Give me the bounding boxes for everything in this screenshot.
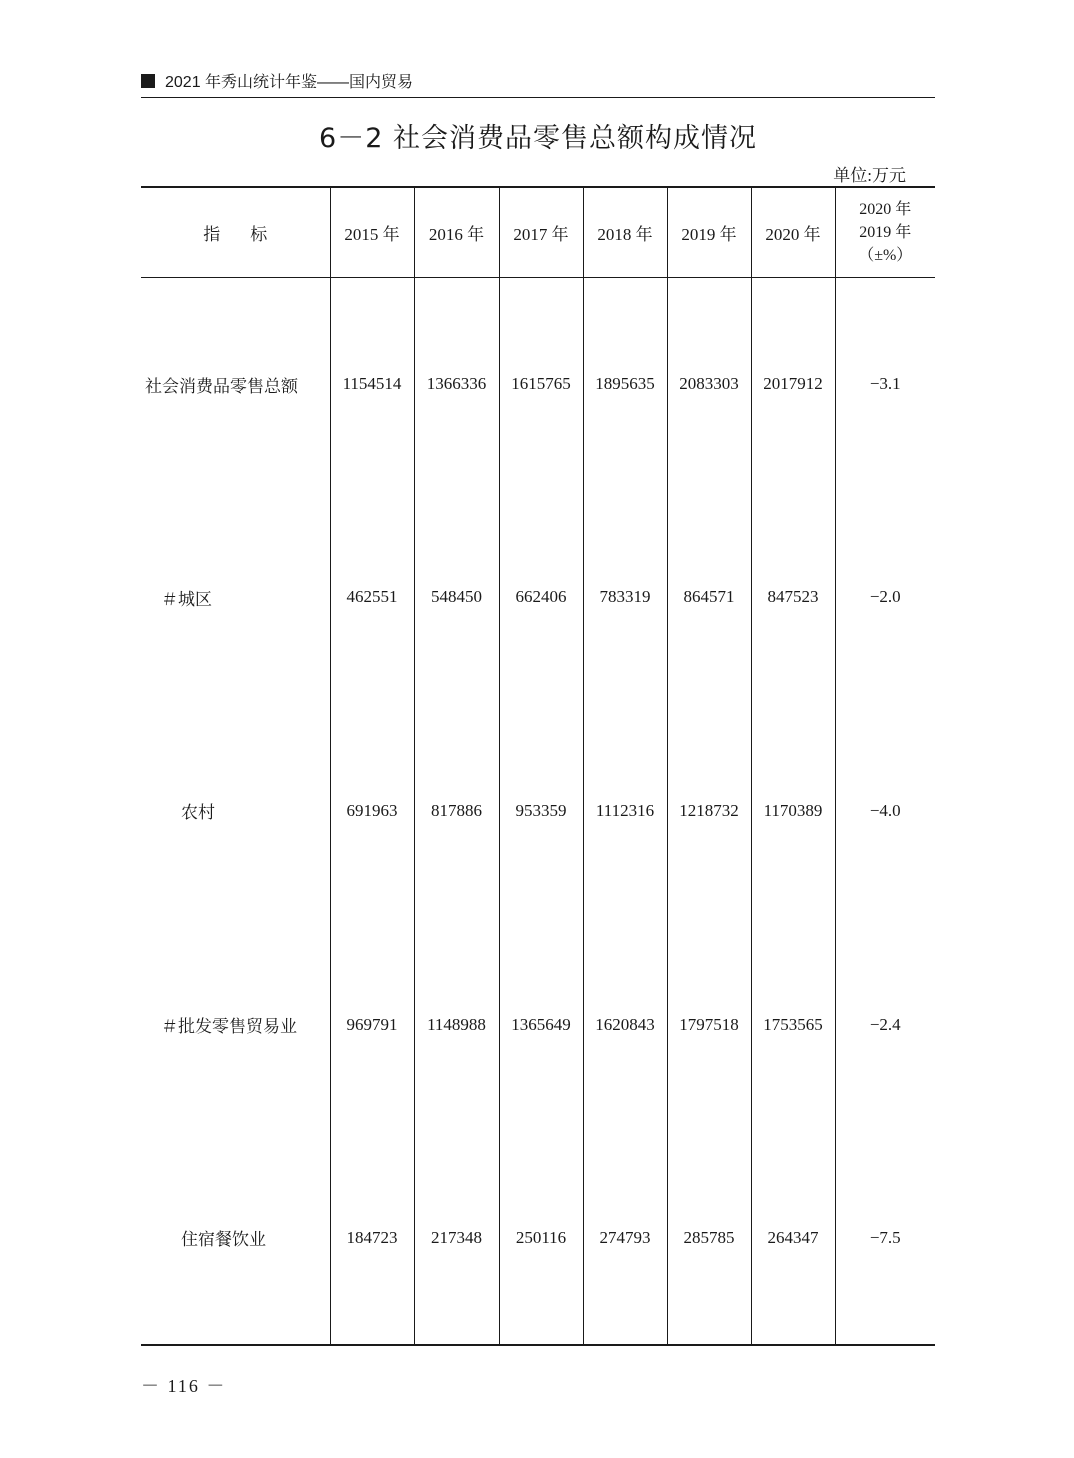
cell-value: 969791 (330, 918, 414, 1132)
cell-value: 1797518 (667, 918, 751, 1132)
cell-value: 1112316 (583, 704, 667, 918)
cell-value: 1170389 (751, 704, 835, 918)
cell-change: −3.1 (835, 277, 935, 491)
table-row (141, 704, 935, 918)
cell-value: 2017912 (751, 277, 835, 491)
cell-value: 250116 (499, 1131, 583, 1345)
row-label: 社会消费品零售总额 (145, 376, 298, 396)
cell-value: 1620843 (583, 918, 667, 1132)
cell-value: 274793 (583, 1131, 667, 1345)
header-change-line1: 2020 年 (859, 200, 912, 218)
cell-change: −7.5 (835, 1131, 935, 1345)
header-change (835, 187, 935, 277)
cell-value: 864571 (667, 491, 751, 705)
cell-change: −2.4 (835, 918, 935, 1132)
cell-value: 548450 (414, 491, 499, 705)
cell-value: 1753565 (751, 918, 835, 1132)
cell-value: 847523 (751, 491, 835, 705)
cell-value: 462551 (330, 491, 414, 705)
header-year: 2015 年 (330, 187, 414, 277)
cell-value: 264347 (751, 1131, 835, 1345)
cell-value: 953359 (499, 704, 583, 918)
black-square-icon (141, 74, 155, 88)
running-head-text: 2021 年秀山统计年鉴——国内贸易 (165, 74, 414, 91)
header-change-line3: （±%） (858, 246, 913, 264)
cell-value: 1895635 (583, 277, 667, 491)
header-rule (141, 97, 935, 98)
cell-value: 1365649 (499, 918, 583, 1132)
header-year: 2017 年 (499, 187, 583, 277)
table-title: 6－2 社会消费品零售总额构成情况 (319, 123, 757, 154)
running-head (141, 70, 935, 96)
header-year: 2016 年 (414, 187, 499, 277)
cell-value: 1154514 (330, 277, 414, 491)
cell-value: 691963 (330, 704, 414, 918)
row-label: 住宿餐饮业 (141, 1131, 330, 1345)
header-year: 2020 年 (751, 187, 835, 277)
cell-value: 817886 (414, 704, 499, 918)
cell-change: −4.0 (835, 704, 935, 918)
cell-change: −2.0 (835, 491, 935, 705)
table-row (141, 1131, 935, 1345)
cell-value: 184723 (330, 1131, 414, 1345)
cell-value: 285785 (667, 1131, 751, 1345)
table-row (141, 491, 935, 705)
cell-value: 1366336 (414, 277, 499, 491)
cell-value: 1218732 (667, 704, 751, 918)
header-indicator: 指标 (141, 187, 330, 277)
header-year: 2019 年 (667, 187, 751, 277)
cell-value: 217348 (414, 1131, 499, 1345)
cell-value: 2083303 (667, 277, 751, 491)
table-row (141, 277, 935, 491)
header-year: 2018 年 (583, 187, 667, 277)
unit-label: 单位:万元 (833, 166, 906, 185)
cell-value: 662406 (499, 491, 583, 705)
row-label: 农村 (181, 803, 215, 823)
cell-value: 783319 (583, 491, 667, 705)
data-table (141, 186, 935, 1346)
header-row (141, 187, 935, 277)
row-label: ＃批发零售贸易业 (161, 1017, 297, 1037)
table-row (141, 918, 935, 1132)
row-label: ＃城区 (161, 589, 212, 609)
cell-value: 1148988 (414, 918, 499, 1132)
cell-value: 1615765 (499, 277, 583, 491)
header-change-line2: 2019 年 (859, 223, 912, 241)
page-number: － 116 － (141, 1376, 227, 1396)
